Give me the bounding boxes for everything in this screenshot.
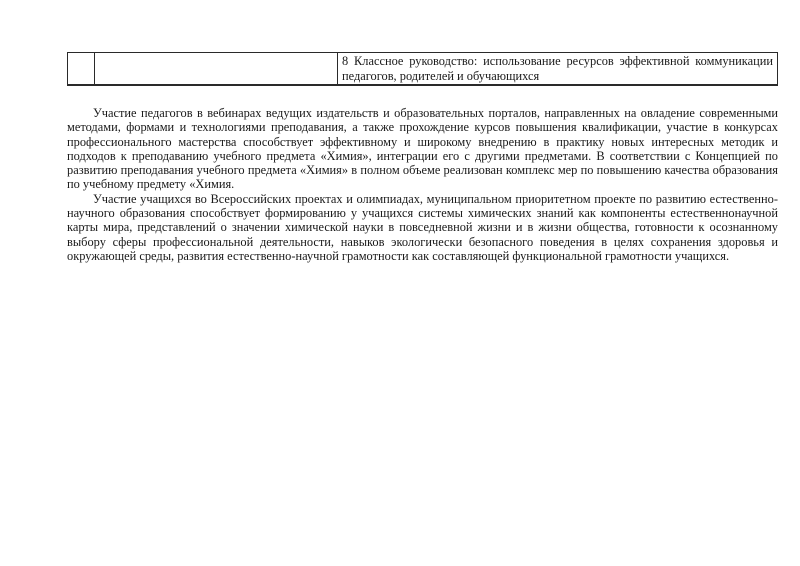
table-cell-number bbox=[68, 53, 95, 86]
document-body bbox=[67, 106, 778, 263]
table-cell-topic: 8 Классное руководство: использование ресурсов эффективной коммуникации педагогов, родителей и обучающихся bbox=[338, 53, 778, 86]
paragraph-teachers-participation: Участие педагогов в вебинарах ведущих издательств и образовательных порталов, направленных на овладение современными методами, формами и технологиями преподавания, а также прохождение курсов повышения квалификации, участие в конкурсах профессионального мастерства способствует эффективному и широкому внедрению в практику новых интересных методик и подходов к преподаванию учебного предмета «Химия», интеграции его с другими предметами. В соответствии с Концепцией по развитию преподавания учебного предмета «Химия» в полном объеме реализован комплекс мер по повышению качества образования по учебному предмету «Химия. bbox=[67, 106, 778, 192]
paragraph-students-participation: Участие учащихся во Всероссийских проектах и олимпиадах, муниципальном приоритетном проекте по развитию естественно-научного образования способствует формированию у учащихся системы химических знаний как компоненты естественнонаучной карты мира, представлений о значении химической науки в повседневной жизни и в жизни общества, готовности к осознанному выбору сферы профессиональной деятельности, навыков экологически безопасного поведения в целях сохранения здоровья и окружающей среды, развития естественно-научной грамотности как составляющей функциональной грамотности учащихся. bbox=[67, 191, 778, 263]
table-row bbox=[68, 53, 778, 86]
plan-table bbox=[67, 52, 778, 86]
table-cell-empty bbox=[95, 53, 338, 86]
